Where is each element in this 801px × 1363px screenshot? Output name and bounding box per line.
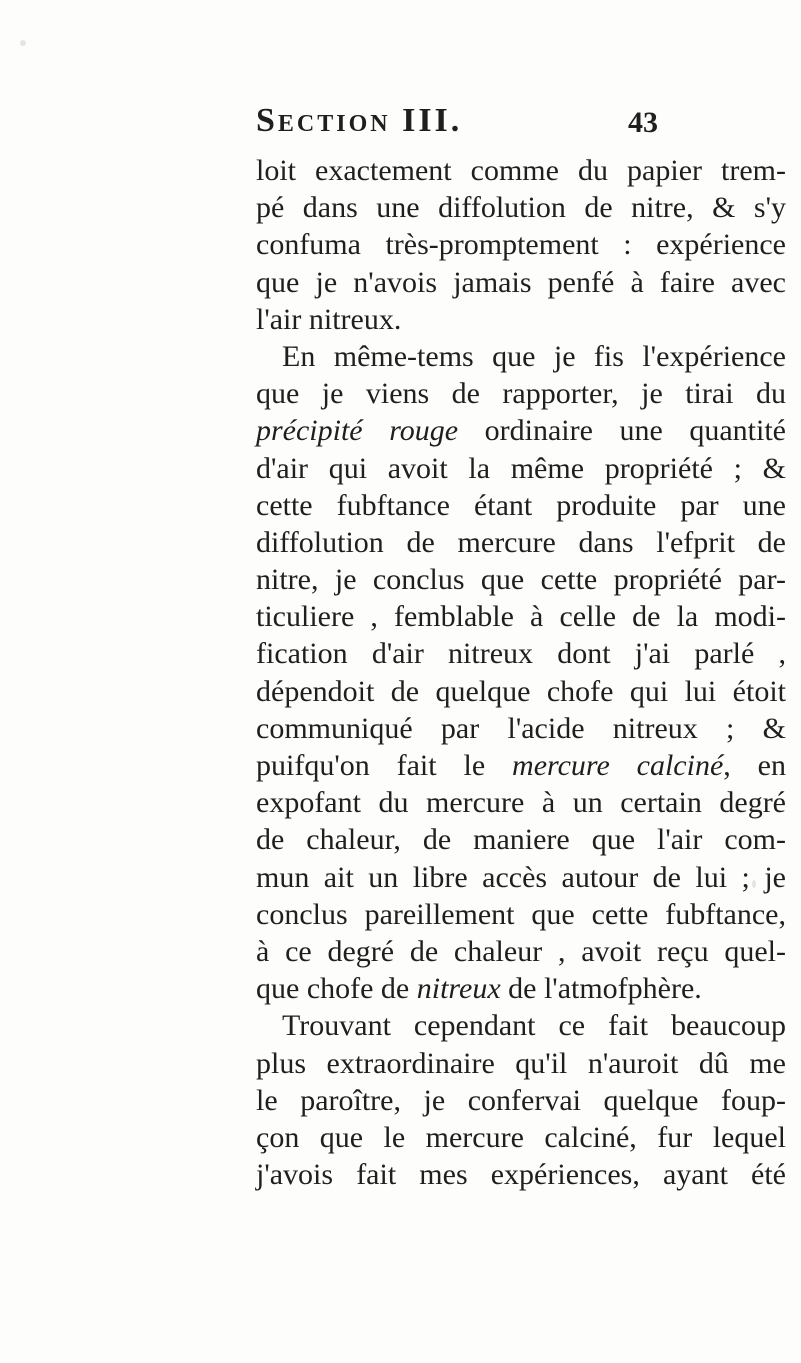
text-line: çon que le mercure calciné, fur lequel	[256, 1120, 786, 1154]
body-text	[256, 152, 786, 1193]
text-line: communiqué par l'acide nitreux ; &	[256, 711, 786, 745]
text-line: l'air nitreux.	[256, 302, 402, 336]
text-line	[256, 412, 786, 449]
text-segment: puifqu'on fait le	[256, 749, 513, 782]
text-line: diffolution de mercure dans l'efprit de	[256, 525, 786, 559]
text-line: mun ait un libre accès autour de lui ; je	[256, 860, 786, 894]
text-line: En même-tems que je fis l'expérience	[282, 339, 786, 373]
text-line: cette fubftance étant produite par une	[256, 488, 786, 522]
italic-phrase: mercure calciné	[512, 749, 724, 782]
italic-phrase: précipité rouge	[256, 414, 459, 448]
text-line	[256, 970, 786, 1007]
text-line: que je n'avois jamais penfé à faire avec	[256, 265, 786, 299]
text-line: j'avois fait mes expériences, ayant été	[256, 1158, 786, 1192]
text-line: confuma très-promptement : expérience	[256, 228, 786, 262]
page-smudge	[20, 40, 26, 46]
text-line: Trouvant cependant ce fait beaucoup	[282, 1009, 786, 1043]
text-line: de chaleur, de maniere que l'air com-	[256, 823, 786, 857]
text-line: conclus pareillement que cette fubftance,	[256, 897, 786, 931]
text-segment: que chofe de	[256, 972, 417, 1006]
text-line: fication d'air nitreux dont j'ai parlé ,	[256, 637, 786, 671]
page-smudge	[752, 880, 756, 888]
text-line: que je viens de rapporter, je tirai du	[256, 377, 786, 411]
text-line: plus extraordinaire qu'il n'auroit dû me	[256, 1046, 786, 1080]
text-line: à ce degré de chaleur , avoit reçu quel-	[256, 934, 786, 968]
text-line: ticuliere , femblable à celle de la modi-	[256, 600, 786, 634]
text-segment: , en	[723, 749, 786, 782]
text-line	[256, 747, 786, 784]
text-line: dépendoit de quelque chofe qui lui étoit	[256, 674, 786, 708]
page-number: 43	[628, 106, 658, 139]
running-head: Section III.	[256, 102, 463, 139]
text-line: pé dans une diffolution de nitre, & s'y	[256, 191, 786, 225]
text-segment: ordinaire une quantité	[458, 414, 786, 448]
text-line: le paroître, je confervai quelque foup-	[256, 1083, 786, 1117]
text-line: loit exactement comme du papier trem-	[256, 154, 786, 187]
italic-phrase: nitreux	[416, 972, 501, 1006]
text-line: nitre, je conclus que cette propriété par-	[256, 563, 786, 597]
text-line: d'air qui avoit la même propriété ; &	[256, 451, 786, 485]
text-line: expofant du mercure à un certain degré	[256, 786, 786, 820]
page-header	[256, 102, 676, 146]
text-segment: de l'atmofphère.	[500, 972, 702, 1006]
